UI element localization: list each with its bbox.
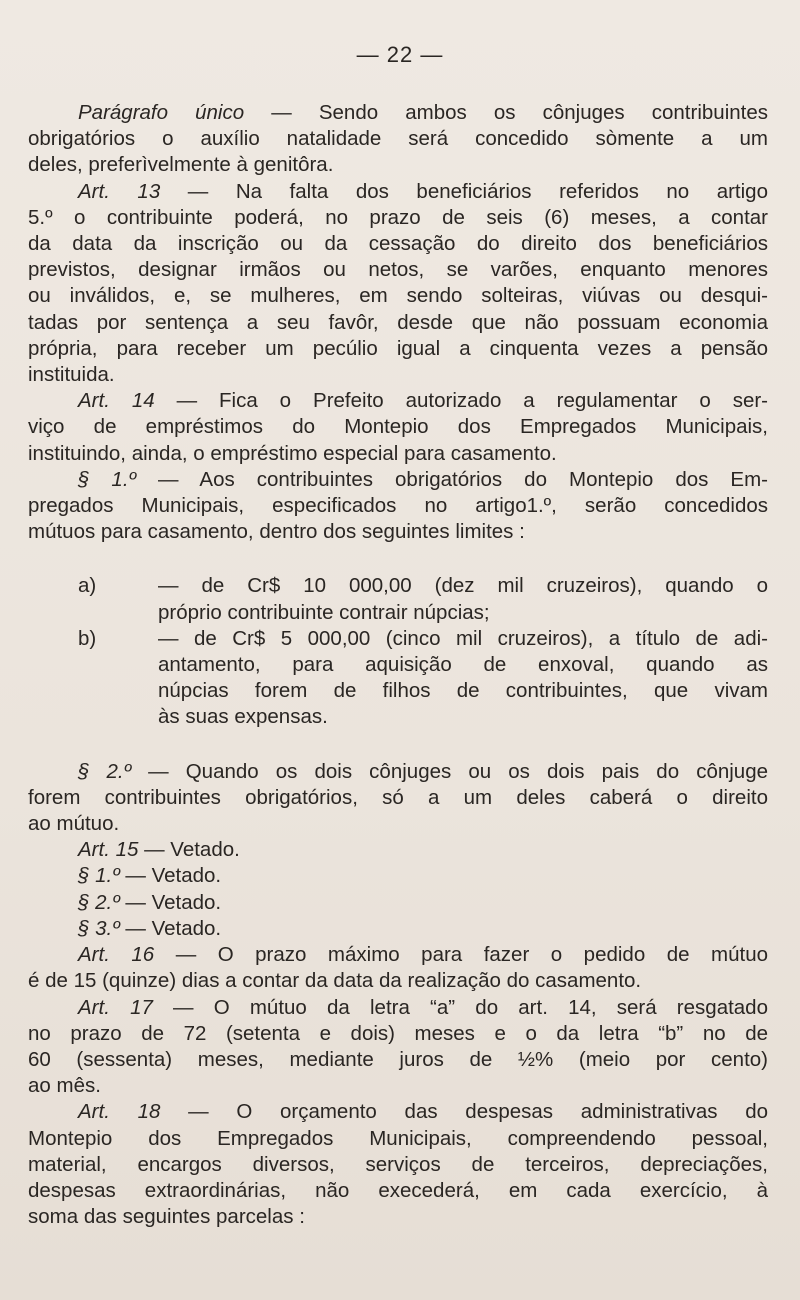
article-label: Art. 15	[78, 838, 139, 862]
text-line	[28, 100, 768, 126]
text-line	[28, 811, 768, 837]
paragraphs-after-list	[28, 759, 768, 1231]
paragraph	[28, 942, 768, 994]
line-text: — O mútuo da letra “a” do art. 14, será resgatado	[152, 995, 768, 1019]
line-text: 5.º o contribuinte poderá, no prazo de seis (6) meses, a contar	[28, 205, 768, 229]
line-text: deles, preferìvelmente à genitôra.	[28, 153, 334, 177]
article-label: § 1.º	[78, 864, 120, 888]
text-line	[28, 785, 768, 811]
paragraph	[28, 467, 768, 546]
line-text: é de 15 (quinze) dias a contar da data da realização do casamento.	[28, 969, 642, 993]
text-line	[28, 1073, 768, 1099]
text-line	[28, 1021, 768, 1047]
paragraph	[28, 388, 768, 467]
article-label: Art. 16	[78, 943, 155, 967]
text-line	[28, 1204, 768, 1230]
text-line	[28, 916, 768, 942]
line-text: ao mês.	[28, 1074, 101, 1098]
list-item-label: a)	[78, 574, 97, 598]
list-item-text: — de Cr$ 5 000,00 (cinco mil cruzeiros), a título de adi-	[158, 626, 768, 650]
line-text: material, encargos diversos, serviços de terceiros, depreciações,	[28, 1152, 768, 1176]
line-text: obrigatórios o auxílio natalidade será concedido sòmente a um	[28, 127, 768, 151]
line-text: mútuos para casamento, dentro dos seguintes limites :	[28, 520, 525, 544]
paragraph	[28, 890, 768, 916]
text-line	[28, 336, 768, 362]
paragraph	[28, 916, 768, 942]
list-item-text: às suas expensas.	[158, 705, 328, 729]
line-text: instituida.	[28, 363, 115, 387]
line-text: no prazo de 72 (setenta e dois) meses e o da letra “b” no de	[28, 1021, 768, 1045]
paragraph	[28, 995, 768, 1100]
line-text: da data da inscrição ou da cessação do direito dos beneficiários	[28, 232, 768, 256]
text-line	[28, 1126, 768, 1152]
list-item-label: b)	[78, 626, 97, 650]
text-line	[28, 467, 768, 493]
text-line	[28, 310, 768, 336]
paragraph	[28, 837, 768, 863]
line-text: soma das seguintes parcelas :	[28, 1205, 305, 1229]
list-item-line	[28, 678, 768, 704]
line-text: previstos, designar irmãos ou netos, se varões, enquanto menores	[28, 258, 768, 282]
line-text: Montepio dos Empregados Municipais, compreendendo pessoal,	[28, 1126, 768, 1150]
text-line	[28, 205, 768, 231]
article-label: § 3.º	[78, 916, 120, 940]
article-label: Art. 18	[78, 1100, 161, 1124]
text-line	[28, 152, 768, 178]
text-line	[28, 231, 768, 257]
article-label: § 2.º	[78, 890, 120, 914]
paragraph	[28, 863, 768, 889]
line-text: — Vetado.	[138, 838, 240, 862]
text-line	[28, 179, 768, 205]
line-text: despesas extraordinárias, não execederá, em cada exercício, à	[28, 1178, 768, 1202]
text-line	[28, 283, 768, 309]
list-item-line	[28, 652, 768, 678]
line-text: ou inválidos, e, se mulheres, em sendo solteiras, viúvas ou desqui-	[28, 284, 768, 308]
text-line	[28, 414, 768, 440]
line-text: tadas por sentença a seu favôr, desde que não possuam economia	[28, 310, 768, 334]
line-text: — Na falta dos beneficiários referidos no artigo	[160, 179, 768, 203]
text-line	[28, 942, 768, 968]
article-label: § 2.º	[78, 759, 132, 783]
text-line	[28, 362, 768, 388]
text-line	[28, 968, 768, 994]
list-item-text: núpcias forem de filhos de contribuintes, que vivam	[158, 679, 768, 703]
article-label: Art. 13	[78, 179, 161, 203]
list-item-text: — de Cr$ 10 000,00 (dez mil cruzeiros), quando o	[158, 574, 768, 598]
line-text: — Vetado.	[119, 890, 222, 914]
article-label: § 1.º	[78, 467, 137, 491]
list-item-line	[28, 600, 768, 626]
line-text: viço de empréstimos do Montepio dos Empregados Municipais,	[28, 415, 768, 439]
line-text: instituindo, ainda, o empréstimo especial para casamento.	[28, 441, 557, 465]
line-text: 60 (sessenta) meses, mediante juros de ½% (meio por cento)	[28, 1047, 768, 1071]
list-item-text: antamento, para aquisição de enxoval, quando as	[158, 653, 768, 677]
text-line	[28, 759, 768, 785]
limits-list	[28, 573, 768, 730]
line-text: — Sendo ambos os cônjuges contribuintes	[244, 101, 768, 124]
paragraph	[28, 1099, 768, 1230]
list-item-line	[28, 626, 768, 652]
text-line	[28, 126, 768, 152]
line-text: — Vetado.	[119, 916, 222, 940]
body-text	[28, 100, 768, 1230]
line-text: — Quando os dois cônjuges ou os dois pais do cônjuge	[131, 759, 769, 783]
article-label: Parágrafo único	[78, 101, 245, 124]
list-item-line	[28, 704, 768, 730]
line-text: própria, para receber um pecúlio igual a cinquenta vezes a pensão	[28, 336, 768, 360]
text-line	[28, 257, 768, 283]
line-text: — Fica o Prefeito autorizado a regulamentar o ser-	[154, 389, 769, 413]
line-text: — O orçamento das despesas administrativas do	[160, 1100, 768, 1124]
text-line	[28, 493, 768, 519]
line-text: — Vetado.	[119, 864, 222, 888]
line-text: pregados Municipais, especificados no artigo1.º, serão concedidos	[28, 494, 768, 518]
text-line	[28, 1047, 768, 1073]
paragraph	[28, 179, 768, 389]
page-number: — 22 —	[356, 42, 444, 67]
article-label: Art. 17	[78, 995, 153, 1019]
article-label: Art. 14	[78, 389, 155, 413]
text-line	[28, 1152, 768, 1178]
text-line	[28, 837, 768, 863]
paragraph	[28, 759, 768, 838]
paragraphs-before-list	[28, 100, 768, 545]
text-line	[28, 441, 768, 467]
text-line	[28, 388, 768, 414]
text-line	[28, 995, 768, 1021]
text-line	[28, 863, 768, 889]
line-text: — O prazo máximo para fazer o pedido de mútuo	[154, 943, 768, 967]
text-line	[28, 1099, 768, 1125]
text-line	[28, 519, 768, 545]
list-item-line	[28, 573, 768, 599]
line-text: — Aos contribuintes obrigatórios do Montepio dos Em-	[136, 467, 768, 491]
line-text: ao mútuo.	[28, 812, 120, 836]
text-line	[28, 890, 768, 916]
text-line	[28, 1178, 768, 1204]
paragraph	[28, 100, 768, 179]
list-item-text: próprio contribuinte contrair núpcias;	[158, 600, 490, 624]
line-text: forem contribuintes obrigatórios, só a um deles caberá o direito	[28, 785, 768, 809]
